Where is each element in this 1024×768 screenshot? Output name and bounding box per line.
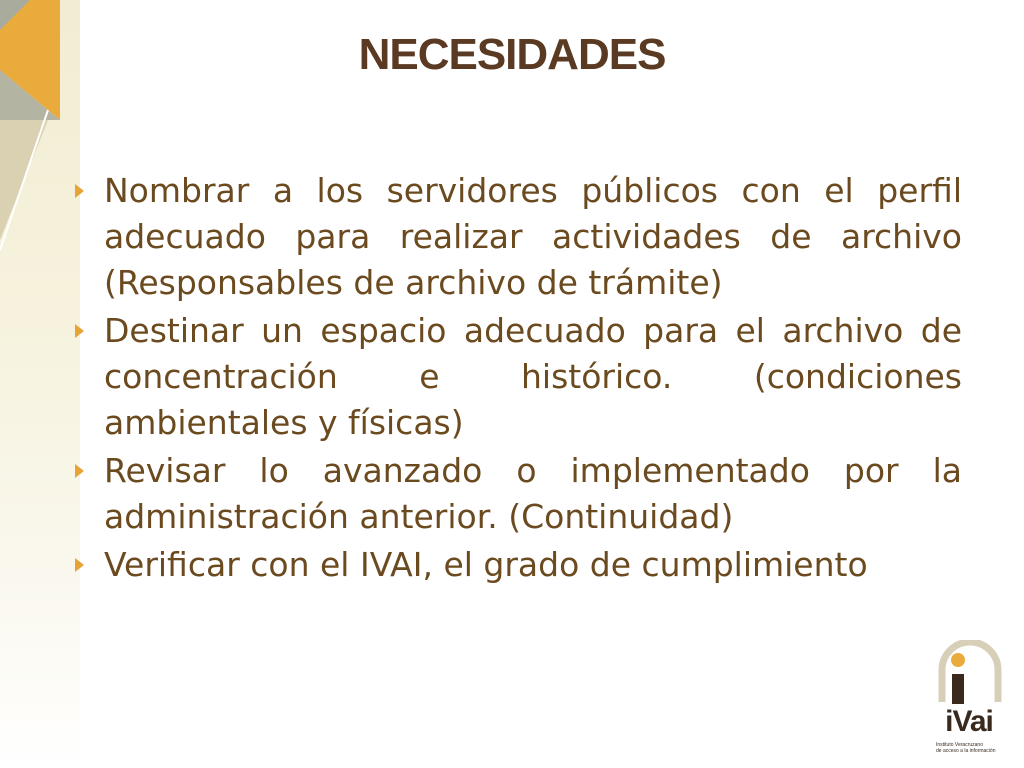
bullet-list — [75, 168, 962, 590]
bullet-item — [75, 308, 962, 446]
logo-dot — [951, 653, 965, 667]
bullet-text: Nombrar a los servidores públicos con el perfil adecuado para realizar actividades de archivo (Responsables de archivo de trámite) — [104, 171, 962, 302]
bullet-text: Revisar lo avanzado o implementado por la administración anterior. (Continuidad) — [104, 451, 962, 536]
logo-subtitle — [936, 742, 1006, 754]
logo-subtitle-line2: de acceso a la información — [936, 748, 996, 754]
bullet-item — [75, 542, 962, 588]
slide-title: NECESIDADES — [358, 30, 666, 79]
logo-stem — [952, 674, 964, 704]
bullet-text: Destinar un espacio adecuado para el archivo de concentración e histórico. (condiciones ambientales y físicas) — [104, 311, 962, 442]
bullet-item — [75, 168, 962, 306]
logo-wordmark: iVai — [945, 705, 993, 738]
bullet-text: Verificar con el IVAI, el grado de cumplimiento — [104, 545, 868, 584]
logo-arch — [942, 642, 998, 702]
bullet-arrow-icon — [75, 558, 84, 572]
bullet-item — [75, 448, 962, 540]
bullet-arrow-icon — [75, 464, 84, 478]
bullet-arrow-icon — [75, 324, 84, 338]
bullet-arrow-icon — [75, 184, 84, 198]
logo-subtitle-line1: Instituto Veracruzano — [936, 742, 983, 748]
